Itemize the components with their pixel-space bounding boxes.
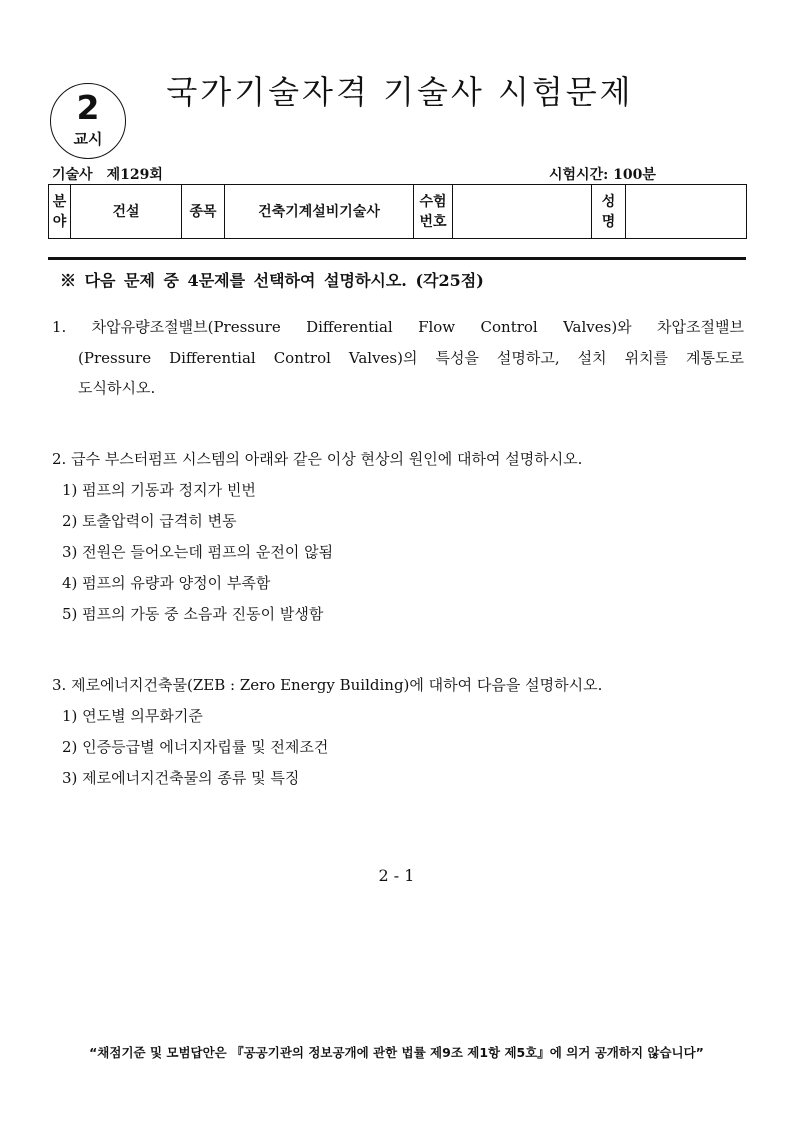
list-item: 4) 펌프의 유량과 양정이 부족함 [62, 573, 271, 592]
question-2 [52, 444, 582, 630]
exam-number-field[interactable] [453, 185, 592, 239]
divider [48, 257, 746, 260]
exam-info-table [48, 184, 747, 239]
category-label: 종목 [182, 185, 225, 239]
page-number: 2 - 1 [378, 866, 415, 885]
list-item: 3) 전원은 들어오는데 펌프의 운전이 않됨 [62, 542, 334, 561]
question-1 [52, 312, 744, 404]
name-label: 성 명 [592, 185, 626, 239]
instruction: ※ 다음 문제 중 4문제를 선택하여 설명하시오. (각25점) [60, 271, 484, 290]
exam-round [52, 164, 163, 184]
list-item: 1) 연도별 의무화기준 [62, 706, 203, 725]
question-text-line: (Pressure Differential Control Valves)의 특성을 설명하고, 설치 위치를 계통도로 [78, 348, 744, 367]
category-value: 건축기계설비기술사 [225, 185, 414, 239]
list-item: 2) 인증등급별 에너지자립률 및 전제조건 [62, 737, 329, 756]
list-item: 1) 펌프의 기동과 정지가 빈번 [62, 480, 256, 499]
footer-notice: “채점기준 및 모범답안은 『공공기관의 정보공개에 관한 법률 제9조 제1항 제5호』에 의거 공개하지 않습니다” [89, 1045, 704, 1060]
name-field[interactable] [626, 185, 747, 239]
round-label: 제129회 [106, 167, 163, 183]
question-text-line: 1. 차압유량조절밸브(Pressure Differential Flow Control Valves)와 차압조절밸브 [52, 318, 744, 336]
field-label: 분 야 [49, 185, 71, 239]
question-text: 3. 제로에너지건축물(ZEB : Zero Energy Building)에 대하여 다음을 설명하시오. [52, 676, 603, 694]
list-item: 3) 제로에너지건축물의 종류 및 특징 [62, 768, 300, 787]
exam-time: 시험시간: 100분 [549, 167, 656, 183]
question-3 [52, 670, 602, 794]
list-item: 5) 펌프의 가동 중 소음과 진동이 발생함 [62, 604, 324, 623]
qualification-label: 기술사 [52, 167, 93, 183]
question-text-line: 도식하시오. [78, 379, 156, 397]
question-text: 2. 급수 부스터펌프 시스템의 아래와 같은 이상 현상의 원인에 대하여 설명하시오. [52, 450, 583, 468]
session-unit: 교시 [73, 130, 103, 148]
list-item: 2) 토출압력이 급격히 변동 [62, 511, 237, 530]
page-title: 국가기술자격 기술사 시험문제 [166, 73, 634, 111]
session-badge [50, 83, 126, 159]
session-number: 2 [76, 88, 100, 127]
field-value: 건설 [71, 185, 182, 239]
exam-number-label: 수험 번호 [414, 185, 453, 239]
